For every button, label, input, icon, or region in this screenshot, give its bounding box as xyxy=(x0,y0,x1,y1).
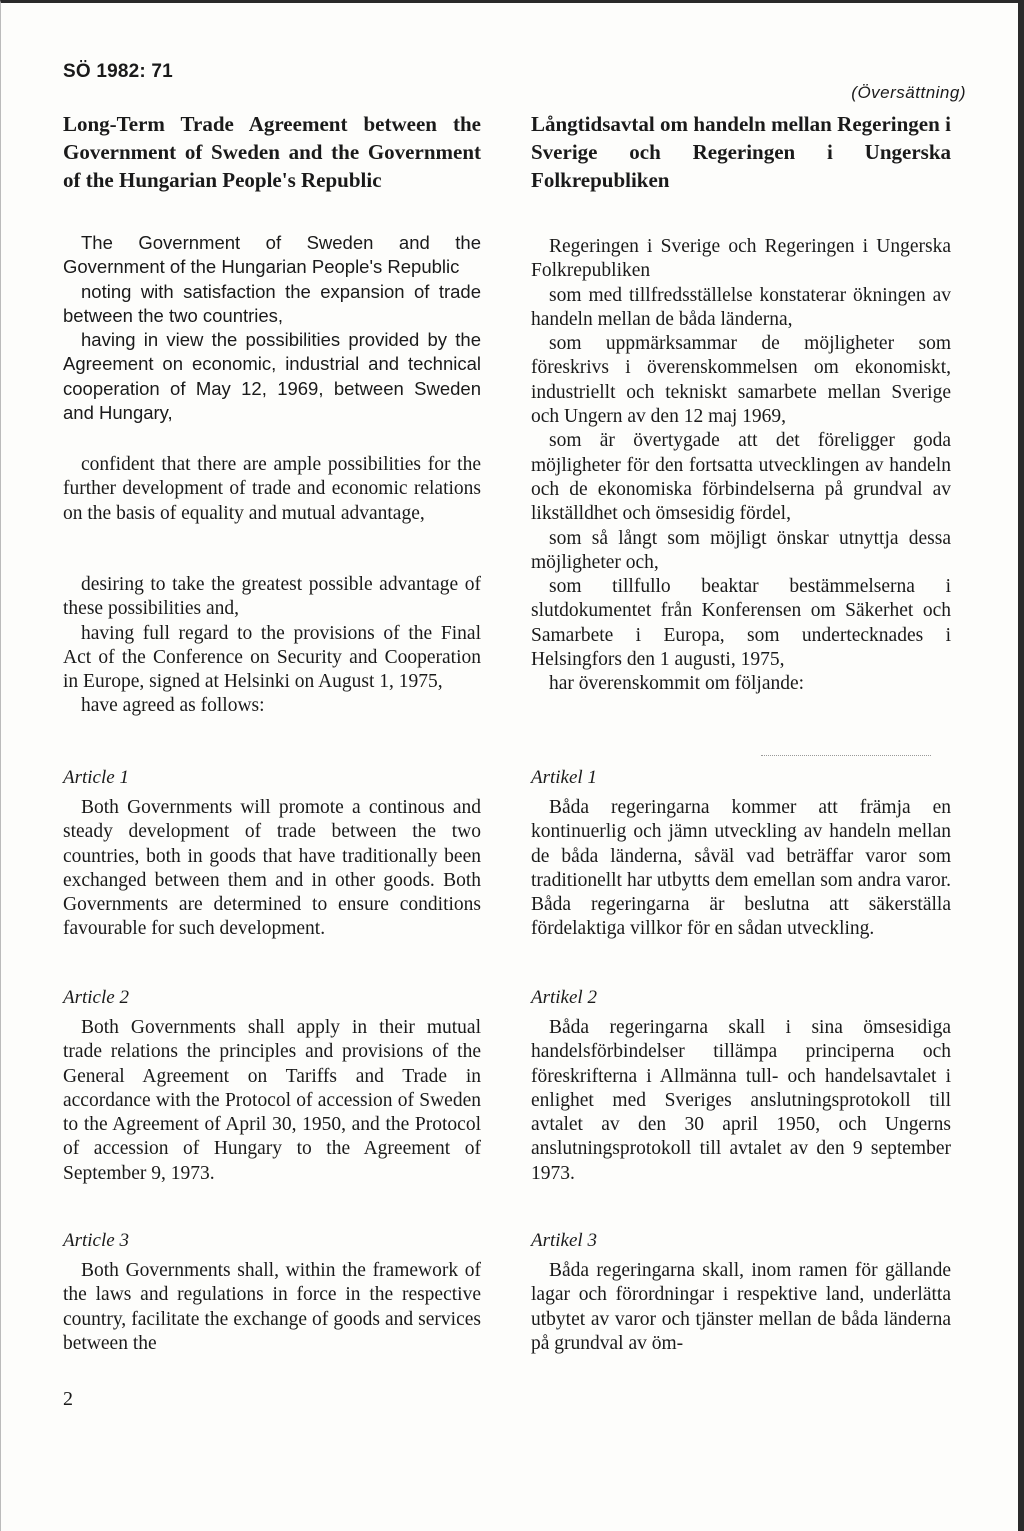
swedish-preamble-2: som med tillfredsställelse konstaterar ökningen av handeln mellan de båda länderna, xyxy=(531,284,951,330)
english-article-1 xyxy=(63,796,481,942)
swedish-article-3-text: Båda regeringarna skall, inom ramen för gällande lagar och förordningar i respektive land, underlätta utbytet av varor och tjänster mellan de båda länderna på grundval av öm- xyxy=(531,1260,951,1354)
swedish-article-1 xyxy=(531,796,951,942)
swedish-article-1-heading: Artikel 1 xyxy=(531,767,597,788)
english-preamble-4: confident that there are ample possibilities for the further development of trade and economic relations on the basis of equality and mutual advantage, xyxy=(63,454,481,524)
english-preamble-a xyxy=(63,231,481,425)
english-article-2-text: Both Governments shall apply in their mutual trade relations the principles and provisions of the General Agreement on Tariffs and Trade in accordance with the Protocol of accession of Sweden to the Agreement of April 30, 1950, and the Protocol of accession of Hungary to the Agreement of September 9, 1973. xyxy=(63,1017,481,1184)
swedish-article-2 xyxy=(531,1016,951,1186)
swedish-article-2-text: Båda regeringarna skall i sina ömsesidiga handelsförbindelser tillämpa principerna och föreskrifterna i Allmänna tull- och handelsavtalet i enlighet med Sveriges anslutningsprotokoll till avtalet av den 30 april 1950, och Ungerns anslutningsprotokoll till avtalet av den 9 september 1973. xyxy=(531,1017,951,1184)
swedish-article-3-heading: Artikel 3 xyxy=(531,1230,597,1251)
swedish-article-1-text: Båda regeringarna kommer att främja en kontinuerlig och jämn utveckling av handeln mellan de båda länderna, såväl vad beträffar varor som traditionellt har utbytts dem emellan som andra varor. Båda regeringarna är beslutna att säkerställa fördelaktiga villkor för en sådan utveckling. xyxy=(531,797,951,940)
swedish-preamble-3: som uppmärksammar de möjligheter som föreskrivs i överenskommelsen om ekonomiskt, industriellt och tekniskt samarbete mellan Sverige och Ungern av den 12 maj 1969, xyxy=(531,333,951,428)
swedish-preamble-7: har överenskommit om följande: xyxy=(549,673,805,695)
swedish-preamble-5: som så långt som möjligt önskar utnyttja dessa möjligheter och, xyxy=(531,527,951,573)
divider-dotted xyxy=(761,755,931,756)
english-article-3-heading: Article 3 xyxy=(63,1230,129,1251)
english-preamble-c xyxy=(63,573,481,719)
english-preamble-b xyxy=(63,453,481,526)
swedish-preamble-1: Regeringen i Sverige och Regeringen i Ungerska Folkrepubliken xyxy=(531,236,951,282)
document-number: SÖ 1982: 71 xyxy=(63,61,173,82)
swedish-preamble-4: som är övertygade att det föreligger goda möjligheter för den fortsatta utvecklingen av handeln och de ekonomiska förbindelserna på grundval av likställdhet och ömsesidig fördel, xyxy=(531,430,951,525)
page-number: 2 xyxy=(63,1388,73,1410)
english-preamble-5: desiring to take the greatest possible advantage of these possibilities and, xyxy=(63,574,481,620)
translation-label: (Översättning) xyxy=(851,83,966,102)
swedish-article-3 xyxy=(531,1259,951,1356)
english-preamble-7: have agreed as follows: xyxy=(81,695,265,717)
swedish-title: Långtidsavtal om handeln mellan Regeringen i Sverige och Regeringen i Ungerska Folkrepubliken xyxy=(531,112,951,192)
english-preamble-1: The Government of Sweden and the Government of the Hungarian People's Republic xyxy=(63,232,481,278)
english-article-2-heading: Article 2 xyxy=(63,987,129,1008)
english-title: Long-Term Trade Agreement between the Government of Sweden and the Government of the Hungarian People's Republic xyxy=(63,112,481,192)
swedish-article-2-heading: Artikel 2 xyxy=(531,987,597,1008)
english-article-1-text: Both Governments will promote a continous and steady development of trade between the two countries, both in goods that have traditionally been exchanged between them and in other goods. Both Governments are determined to ensure conditions favourable for such development. xyxy=(63,797,481,940)
english-preamble-3: having in view the possibilities provided by the Agreement on economic, industrial and technical cooperation of May 12, 1969, between Sweden and Hungary, xyxy=(63,329,481,424)
english-article-3-text: Both Governments shall, within the framework of the laws and regulations in force in the respective country, facilitate the exchange of goods and services between the xyxy=(63,1260,481,1354)
swedish-preamble xyxy=(531,235,951,697)
english-preamble-6: having full regard to the provisions of the Final Act of the Conference on Security and Cooperation in Europe, signed at Helsinki on August 1, 1975, xyxy=(63,622,481,693)
english-article-1-heading: Article 1 xyxy=(63,767,129,788)
english-article-3 xyxy=(63,1259,481,1356)
english-article-2 xyxy=(63,1016,481,1186)
english-preamble-2: noting with satisfaction the expansion of trade between the two countries, xyxy=(63,280,481,326)
swedish-preamble-6: som tillfullo beaktar bestämmelserna i slutdokumentet från Konferensen om Säkerhet och Samarbete i Europa, som undertecknades i Helsingfors den 1 augusti, 1975, xyxy=(531,576,951,671)
